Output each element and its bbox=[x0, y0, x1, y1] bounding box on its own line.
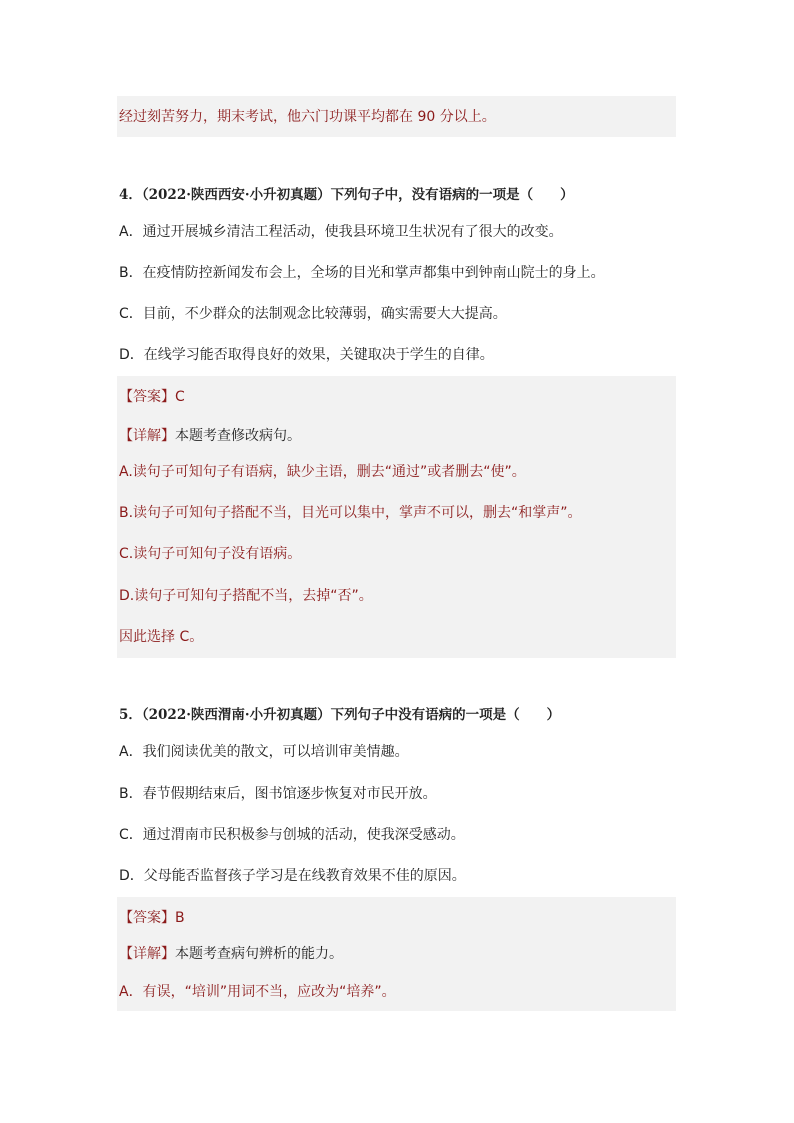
question-4-explanation-d: D.读句子可知句子搭配不当，去掉“否”。 bbox=[119, 588, 373, 604]
answer-value: C bbox=[175, 389, 185, 405]
question-4-title: 4．（2022·陕西西安·小升初真题）下列句子中，没有语病的一项是（ ） bbox=[119, 187, 574, 203]
answer-label: 【答案】 bbox=[119, 389, 175, 405]
question-4-answer bbox=[119, 387, 185, 407]
question-4-explanation-b: B.读句子可知句子搭配不当，目光可以集中，掌声不可以，删去“和掌声”。 bbox=[119, 505, 582, 521]
question-4-detail bbox=[119, 426, 301, 446]
answer-value: B bbox=[175, 910, 185, 926]
detail-label: 【详解】 bbox=[119, 946, 175, 962]
question-5-title: 5．（2022·陕西渭南·小升初真题）下列句子中没有语病的一项是（ ） bbox=[119, 707, 561, 723]
question-4-explanation-c: C.读句子可知句子没有语病。 bbox=[119, 546, 302, 562]
question-4-option-b: B．在疫情防控新闻发布会上，全场的目光和掌声都集中到钟南山院士的身上。 bbox=[119, 265, 605, 281]
question-4-explanation-a: A.读句子可知句子有语病，缺少主语，删去“通过”或者删去“使”。 bbox=[119, 464, 526, 480]
question-5-explanation-a: A．有误，“培训”用词不当，应改为“培养”。 bbox=[119, 984, 396, 1000]
detail-text: 本题考查病句辨析的能力。 bbox=[175, 946, 343, 962]
question-5-answer bbox=[119, 908, 185, 928]
question-5-option-a: A．我们阅读优美的散文，可以培训审美情趣。 bbox=[119, 744, 409, 760]
question-4-conclusion: 因此选择 C。 bbox=[119, 629, 204, 645]
question-5-detail bbox=[119, 944, 343, 964]
detail-text: 本题考查修改病句。 bbox=[175, 428, 301, 444]
question-4-option-c: C．目前，不少群众的法制观念比较薄弱，确实需要大大提高。 bbox=[119, 306, 507, 322]
question-5-option-d: D．父母能否监督孩子学习是在线教育效果不佳的原因。 bbox=[119, 868, 466, 884]
question-4-option-a: A．通过开展城乡清洁工程活动，使我县环境卫生状况有了很大的改变。 bbox=[119, 224, 563, 240]
answer-label: 【答案】 bbox=[119, 910, 175, 926]
detail-label: 【详解】 bbox=[119, 428, 175, 444]
prev-answer-text: 经过刻苦努力，期末考试，他六门功课平均都在 90 分以上。 bbox=[119, 109, 496, 125]
question-5-option-b: B．春节假期结束后，图书馆逐步恢复对市民开放。 bbox=[119, 786, 437, 802]
question-4-option-d: D．在线学习能否取得良好的效果，关键取决于学生的自律。 bbox=[119, 347, 494, 363]
question-5-option-c: C．通过渭南市民积极参与创城的活动，使我深受感动。 bbox=[119, 827, 465, 843]
